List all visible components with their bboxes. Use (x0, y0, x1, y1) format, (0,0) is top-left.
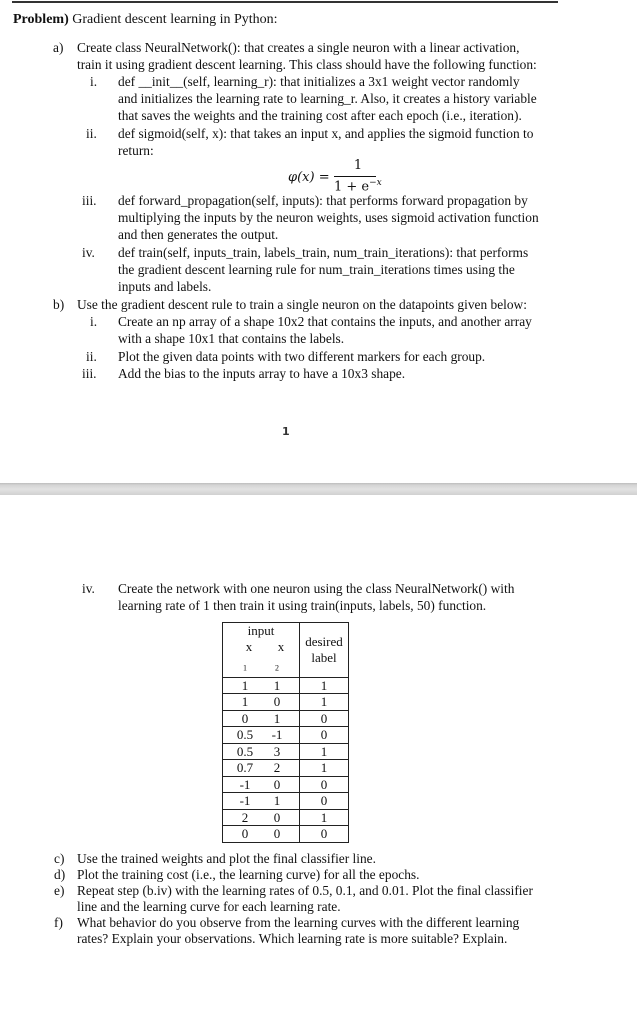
part-b-line: Use the gradient descent rule to train a single neuron on the datapoints given below: (77, 297, 527, 312)
part-c-line: Use the trained weights and plot the final classifier line. (77, 851, 376, 866)
x1-letter: x (245, 639, 253, 654)
item-b-i-line: with a shape 10x1 that contains the labels. (118, 331, 345, 346)
part-f-line: What behavior do you observe from the learning curves with the different learning (77, 915, 520, 930)
page-number: 1 (282, 425, 290, 438)
item-a-ii-line: return: (118, 143, 154, 158)
table-row (223, 727, 349, 744)
part-a-line: train it using gradient descent learning. This class should have the following function: (77, 57, 537, 72)
x2-cell: 1 (273, 710, 281, 726)
item-a-i-num: i. (90, 74, 98, 89)
formula-exponent: −x (369, 178, 382, 188)
part-e-line: line and the learning curve for each learning rate. (77, 899, 341, 914)
item-a-ii-num: ii. (86, 126, 97, 141)
x1-cell: 1 (241, 694, 249, 710)
item-b-ii-num: ii. (86, 349, 97, 364)
x2-subscript: 2 (275, 663, 279, 673)
item-a-iii-line: def forward_propagation(self, inputs): that performs forward propagation by (118, 193, 528, 208)
item-a-iii-num: iii. (82, 193, 97, 208)
part-e-line: Repeat step (b.iv) with the learning rates of 0.5, 0.1, and 0.01. Plot the final classifier (77, 883, 533, 898)
x1-cell: -1 (239, 776, 251, 792)
item-a-iv-line: def train(self, inputs_train, labels_train, num_train_iterations): that performs (118, 245, 529, 260)
part-f-label: f) (54, 915, 63, 930)
top-rule (12, 1, 558, 3)
label-cell: 1 (300, 743, 349, 760)
x1-cell: 0.5 (236, 743, 254, 759)
item-b-iii-line: Add the bias to the inputs array to have a 10x3 shape. (118, 366, 406, 381)
part-a-label: a) (53, 40, 64, 55)
label-cell: 1 (300, 677, 349, 694)
x2-cell: 3 (273, 743, 281, 759)
page-break-divider (0, 483, 637, 495)
x2-cell: -1 (271, 727, 283, 743)
part-f-line: rates? Explain your observations. Which learning rate is more suitable? Explain. (77, 931, 508, 946)
item-b-i-num: i. (90, 314, 98, 329)
table-row (223, 809, 349, 826)
part-c-label: c) (54, 851, 65, 866)
part-d-label: d) (54, 867, 66, 882)
x1-cell: 0 (241, 826, 249, 842)
item-b-iii-num: iii. (82, 366, 97, 381)
x1-cell: 0.7 (236, 760, 254, 776)
item-a-i-line: def __init__(self, learning_r): that initializes a 3x1 weight vector randomly (118, 74, 520, 89)
fraction-bar (334, 176, 376, 177)
table-row (223, 760, 349, 777)
item-b-iv-line: Create the network with one neuron using the class NeuralNetwork() with (118, 581, 515, 596)
item-a-ii-line: def sigmoid(self, x): that takes an input x, and applies the sigmoid function to (118, 126, 534, 141)
item-b-iv-line: learning rate of 1 then train it using train(inputs, labels, 50) function. (118, 598, 487, 613)
table-row (223, 743, 349, 760)
label-header-cell (300, 623, 349, 678)
item-b-i-line: Create an np array of a shape 10x2 that contains the inputs, and another array (118, 314, 532, 329)
part-d-line: Plot the training cost (i.e., the learning curve) for all the epochs. (77, 867, 420, 882)
item-a-i-line: that saves the weights and the training cost after each epoch (i.e., iteration). (118, 108, 522, 123)
label-cell: 1 (300, 694, 349, 711)
x1-header (231, 639, 259, 677)
x2-header (263, 639, 291, 677)
item-a-i-line: and initializes the learning rate to learning_r. Also, it creates a history variable (118, 91, 537, 106)
label-cell: 1 (300, 809, 349, 826)
x2-cell: 0 (273, 694, 281, 710)
item-a-iii-line: multiplying the inputs by the neuron weights, uses sigmoid activation function (118, 210, 539, 225)
item-a-iv-line: the gradient descent learning rule for num_train_iterations times using the (118, 262, 515, 277)
x1-cell: 0 (241, 710, 249, 726)
x2-cell: 1 (273, 793, 281, 809)
x2-cell: 2 (273, 760, 281, 776)
table-row (223, 793, 349, 810)
x2-cell: 1 (273, 677, 281, 693)
table-row (223, 694, 349, 711)
item-a-iv-num: iv. (82, 245, 95, 260)
input-header-cell (223, 623, 300, 678)
problem-heading (13, 12, 278, 28)
formula-denominator-base: 1 + e (334, 179, 370, 195)
item-b-ii-line: Plot the given data points with two different markers for each group. (118, 349, 486, 364)
desired-header: desired (305, 633, 343, 649)
table-header-row (223, 623, 349, 678)
x1-subscript: 1 (243, 663, 247, 673)
table-row (223, 826, 349, 843)
table-row (223, 677, 349, 694)
label-header: label (311, 649, 337, 665)
part-e-label: e) (54, 883, 65, 898)
formula-numerator: 1 (353, 158, 363, 173)
x2-cell: 0 (273, 776, 281, 792)
input-subheaders (231, 639, 291, 677)
x1-cell: 0.5 (236, 727, 254, 743)
item-a-iii-line: and then generates the output. (118, 227, 279, 242)
problem-heading-text: Gradient descent learning in Python: (68, 12, 278, 27)
training-data-table (222, 622, 349, 843)
item-a-iv-line: inputs and labels. (118, 279, 212, 294)
x2-cell: 0 (273, 809, 281, 825)
problem-heading-bold: Problem) (13, 12, 69, 27)
label-cell: 0 (300, 727, 349, 744)
x1-cell: 2 (241, 809, 249, 825)
table-row (223, 710, 349, 727)
x1-cell: 1 (241, 677, 249, 693)
part-a-line: Create class NeuralNetwork(): that creates a single neuron with a linear activation, (77, 40, 520, 55)
x1-cell: -1 (239, 793, 251, 809)
label-cell: 0 (300, 826, 349, 843)
x2-cell: 0 (273, 826, 281, 842)
label-cell: 0 (300, 776, 349, 793)
part-b-label: b) (53, 297, 65, 312)
table-row (223, 776, 349, 793)
label-cell: 1 (300, 760, 349, 777)
label-cell: 0 (300, 793, 349, 810)
x2-letter: x (277, 639, 285, 654)
input-header: input (247, 623, 275, 638)
label-cell: 0 (300, 710, 349, 727)
formula-lhs: φ(x) = (288, 170, 330, 185)
item-b-iv-num: iv. (82, 581, 95, 596)
